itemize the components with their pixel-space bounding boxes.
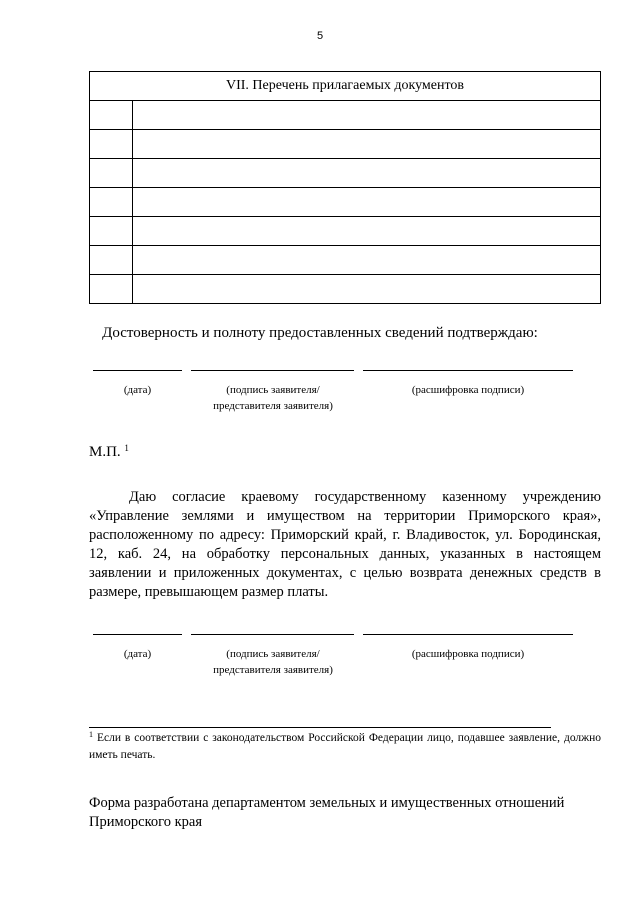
date-line[interactable] bbox=[93, 634, 182, 635]
table-row bbox=[90, 188, 601, 217]
document-cell[interactable] bbox=[133, 246, 601, 275]
row-number-cell[interactable] bbox=[90, 246, 133, 275]
confirmation-statement: Достоверность и полноту предоставленных сведений подтверждаю: bbox=[102, 325, 538, 341]
row-number-cell[interactable] bbox=[90, 188, 133, 217]
section-title: VII. Перечень прилагаемых документов bbox=[90, 72, 601, 101]
footnote-mark: 1 bbox=[89, 730, 93, 739]
signature-decode-line[interactable] bbox=[363, 634, 573, 635]
signature-line[interactable] bbox=[191, 370, 354, 371]
page-number: 5 bbox=[316, 30, 324, 42]
date-line[interactable] bbox=[93, 370, 182, 371]
row-number-cell[interactable] bbox=[90, 101, 133, 130]
consent-text: Даю согласие краевому государственному казенному учреждению «Управление землями и имуществом на территории Приморского края», расположенному по адресу: Приморский край, г. Владивосток, ул. Бородинская, 12, каб. 24, на обработку персональных данных, указанных в настоящем заявлении и приложенных документах, с целью возврата денежных средств в размере, превышающем размер платы. bbox=[89, 489, 601, 600]
signature-caption: (подпись заявителя/представителя заявителя) bbox=[213, 648, 333, 676]
document-cell[interactable] bbox=[133, 130, 601, 159]
form-developer-note: Форма разработана департаментом земельных и имущественных отношений Приморского края bbox=[89, 795, 565, 830]
footnote-divider bbox=[89, 727, 551, 728]
date-caption: (дата) bbox=[123, 384, 152, 396]
table-row bbox=[90, 159, 601, 188]
signature-caption: (подпись заявителя/представителя заявителя) bbox=[213, 384, 333, 412]
table-row bbox=[90, 246, 601, 275]
footnote-ref: 1 bbox=[124, 443, 129, 453]
consent-paragraph bbox=[89, 488, 601, 602]
signature-decode-line[interactable] bbox=[363, 370, 573, 371]
document-cell[interactable] bbox=[133, 217, 601, 246]
table-row bbox=[90, 217, 601, 246]
stamp-mark bbox=[89, 444, 129, 461]
signature-line[interactable] bbox=[191, 634, 354, 635]
attached-documents-table bbox=[89, 71, 601, 304]
document-cell[interactable] bbox=[133, 188, 601, 217]
row-number-cell[interactable] bbox=[90, 217, 133, 246]
row-number-cell[interactable] bbox=[90, 159, 133, 188]
document-cell[interactable] bbox=[133, 159, 601, 188]
row-number-cell[interactable] bbox=[90, 275, 133, 304]
row-number-cell[interactable] bbox=[90, 130, 133, 159]
table-row bbox=[90, 101, 601, 130]
table-row bbox=[90, 130, 601, 159]
signature-decode-caption: (расшифровка подписи) bbox=[411, 384, 525, 396]
date-caption: (дата) bbox=[123, 648, 152, 660]
signature-decode-caption: (расшифровка подписи) bbox=[411, 648, 525, 660]
footnote-text: Если в соответствии с законодательством Российской Федерации лицо, подавшее заявление, должно иметь печать. bbox=[89, 732, 602, 761]
footnote bbox=[89, 730, 601, 763]
document-cell[interactable] bbox=[133, 275, 601, 304]
stamp-label: М.П. bbox=[89, 444, 121, 460]
document-cell[interactable] bbox=[133, 101, 601, 130]
table-row bbox=[90, 275, 601, 304]
